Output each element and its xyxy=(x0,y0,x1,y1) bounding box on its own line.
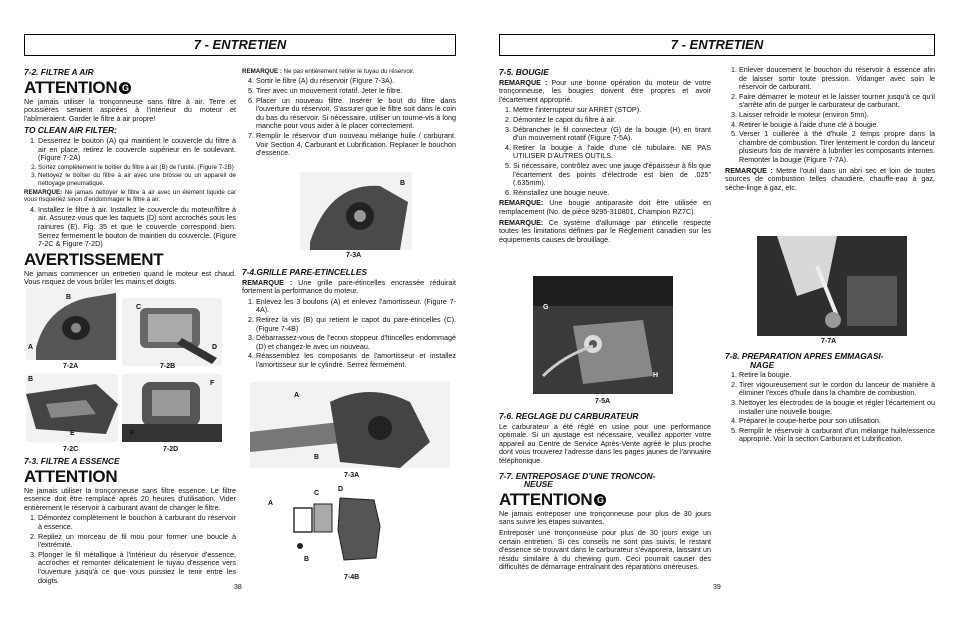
list-item: 1. Mettre l'interrupteur sur ARRET (STOP). xyxy=(513,106,711,115)
label-b: B xyxy=(314,454,320,461)
attention-text-1: Ne jamais utiliser la tronçonneuse sans filtre à air. Terre et poussières seraient aspirées à l'intérieur du moteur et l'abîmeraient. Garder le filtre à air propre! xyxy=(24,96,236,123)
page-number-left: 38 xyxy=(234,584,242,591)
left-col-2 xyxy=(242,68,456,160)
label-b: B xyxy=(66,294,72,301)
list-item: 2. Repliez un morceau de fil mou pour former une boucle à l'extrémité. xyxy=(38,533,236,550)
label-a: A xyxy=(268,500,274,507)
figure-7-2a xyxy=(26,288,118,360)
remarque-3: REMARQUE : Une grille pare-étincelles encrassée réduirait fortement la performance du moteur. xyxy=(242,277,456,296)
figure-7-5a xyxy=(533,276,673,394)
right-col-1 xyxy=(499,64,711,246)
list-item: 3. Débrancher le fil connecteur (G) de la bougie (H) en tirant d'un mouvement rotatif (Figure 7-5A). xyxy=(513,126,711,143)
list-item: 5. Remplir le réservoir à carburant d'un mélange huile/essence approprié. Voir la section Carburant et Lubrification. xyxy=(739,427,935,444)
figure-caption-7-2d: 7-2D xyxy=(163,446,179,453)
remarque-4: REMARQUE : Mettre l'outil dans un abri sec et loin de toutes sources de combustion telles chaudière, chauffe-eau à gaz, sèche-linge à gaz, etc. xyxy=(725,165,935,192)
section-7-6-title: 7-6. REGLAGE DU CARBURATEUR xyxy=(499,411,639,421)
figure-caption-7-2c: 7-2C xyxy=(63,446,79,453)
list-item: 1. Enlever doucement le bouchon du réservoir à essence afin de laisser sortir toute pression. Vidanger avec soin le réservoir de carburant. xyxy=(739,66,935,92)
list-item: 1. Retire la bougie. xyxy=(739,371,935,380)
avertissement-heading: AVERTISSEMENT xyxy=(24,249,164,269)
remarque-3: REMARQUE: Ce système d'allumage par étincelle respecte toutes les limitations définies par le Règlement canadien sur les équipements causes de brouillage. xyxy=(499,217,711,244)
storage-steps xyxy=(725,66,935,165)
clean-steps xyxy=(24,137,236,187)
figure-caption-7-7a: 7-7A xyxy=(821,338,837,345)
figure-caption-7-2a: 7-2A xyxy=(63,363,79,370)
spark-arrestor-steps xyxy=(242,298,456,370)
list-item: 3. Débarrassez-vous de l'ecrxn stoppeur d'ltincelles endommagé (D) et changez-le avec un nouveau. xyxy=(256,334,456,351)
g-circle-icon: G xyxy=(594,494,606,506)
list-item: 2. Démontez le capot du filtre à air. xyxy=(513,116,711,125)
list-item: 4. Installez le filtre à air. Installez le couvercle du moteur/filtre à air. Assurez-vous que les taquets (D) sont accrochés sous les rainures (E). Fig. 35 et que le couvercle correspond bien. Serrez fermement le bouton de maintien du couvercle. (Figure 7-2C & Figure 7-2D) xyxy=(38,206,236,249)
list-item: 3. Nettoyez le boîtier du filtre à air avec une brosse ou un appareil de nettoyage pneumatique. xyxy=(38,172,236,187)
page-number-right: 39 xyxy=(713,584,721,591)
figure-caption-7-2b: 7-2B xyxy=(160,363,176,370)
figure-7-4b xyxy=(264,486,394,574)
section-7-8-title-2: NAGE xyxy=(750,359,775,370)
clean-air-filter-title: TO CLEAN AIR FILTER: xyxy=(24,125,117,136)
label-c: C xyxy=(136,304,142,311)
section-7-3-title: 7-3. FILTRE A ESSENCE xyxy=(24,456,120,466)
list-item: 3. Laisser refroidir le moteur (environ 5mn). xyxy=(739,111,935,120)
storage-text-2: Entreposer une tronçonneuse pour plus de 30 jours exige un certain entretien. Si ces conseils ne sont pas suivis, le restant d'essence se trouvant dans le carburateur s'évaporera, laissant un résidu similaire à du chewing gum. Ceci pourrait causer des difficultés de démarrage entraînant des réparations onéreuses. xyxy=(499,527,711,572)
label-g: G xyxy=(543,304,549,311)
section-7-7-title-2: NEUSE xyxy=(524,479,553,490)
section-7-4-title: 7-4.GRILLE PARE-ETINCELLES xyxy=(242,267,368,277)
remarque-1: REMARQUE : Pour une bonne opération du moteur de votre tronçonneuse, les bougies doivent être propres et avoir l'écartement approprié. xyxy=(499,77,711,104)
figure-7-2c xyxy=(26,374,118,442)
right-col-1-bottom xyxy=(499,408,711,574)
attention-text-2: Ne jamais utiliser la tronçonneuse sans filtre essence. Le filtre essence doit être remplacé après 20 heures d'utilisation. Vider entièrement le réservoir à carburant avant de changer le filtre. xyxy=(24,485,236,512)
list-item: 4. Sortir le filtre (A) du réservoir (Figure 7-3A). xyxy=(256,77,456,86)
remarque-1: REMARQUE: Ne jamais nettoyer le filtre à air avec un élément liquide car vous risqueriez sinon d'endommager le filtre à air. xyxy=(24,188,236,204)
list-item: 5. Verser 1 cuillerée à thé d'huile 2 temps propre dans la chambre de combustion. Tirer lentement le cordon du lanceur plusieurs fois de manière à lubrifier les composants internes. Remonter la bougie (Figure 7-7A). xyxy=(739,130,935,164)
storage-text-1: Ne jamais entreposer une tronçonneuse pour plus de 30 jours sans suivre les étapes suivantes. xyxy=(499,508,711,527)
list-item: 2. Tirer vigoureusement sur le cordon du lanceur de manière à éliminer l'excés d'huile dans la chambre de combustion. xyxy=(739,381,935,398)
figure-7-2d xyxy=(122,374,222,442)
figure-7-3a-mid xyxy=(250,382,450,468)
label-h: H xyxy=(653,372,659,379)
list-item: 2. Faire démarrer le moteur et le laisser tourner jusqu'à ce qu'il s'arrête afin de purger le carburateur de carburant. xyxy=(739,93,935,110)
left-col-1-bottom xyxy=(24,453,236,587)
list-item: 2. Sortez complètement le boîtier du filtre à air (B) de l'unité. (Figure 7-2B) xyxy=(38,164,236,171)
section-7-5-title: 7-5. BOUGIE xyxy=(499,67,549,77)
left-col-2-mid xyxy=(242,264,456,372)
attention-heading-2: ATTENTION xyxy=(24,466,118,486)
attention-heading: ATTENTION G xyxy=(499,491,711,508)
fuel-filter-steps-b xyxy=(242,77,456,157)
list-item: 5. Si nécessaire, contrôlez avec une jauge d'épaisseur à fils que l'écartement des points d'électrode est bien de .025" (.635mm). xyxy=(513,162,711,188)
label-b: B xyxy=(28,376,34,383)
label-b: B xyxy=(304,556,310,563)
carburetor-text: Le carburateur a été réglé en usine pour une performance optimale. Si un ajustage est nécessaire, veuillez apporter votre appareil au Centre de Service Après-Vente agréé le plus proche dont vous trouverez l'adresse dans les pages jaunes de l'annuaire téléphonique. xyxy=(499,421,711,465)
label-d: D xyxy=(338,486,344,493)
right-header: 7 - ENTRETIEN xyxy=(499,34,935,56)
label-f: F xyxy=(130,430,135,437)
right-col-2-bottom xyxy=(725,348,935,446)
list-item: 4. Retirer le bougie à l'aide d'une clé à bougie. xyxy=(739,121,935,130)
fuel-filter-steps xyxy=(24,514,236,585)
section-7-7-title: 7-7. ENTREPOSAGE D'UNE TRONCON- xyxy=(499,470,656,481)
list-item: 6. Réinstallez une bougie neuve. xyxy=(513,189,711,198)
spark-plug-steps xyxy=(499,106,711,197)
label-b: B xyxy=(400,180,406,187)
avertissement-text: Ne jamais commencer un entretien quand le moteur est chaud. Vous risquez de vous brûler les mains et doigts. xyxy=(24,268,236,287)
figure-7-3a-top xyxy=(300,172,412,250)
left-col-1 xyxy=(24,64,236,289)
list-item: 6. Placer un nouveau filtre. Insérer le bout du filtre dans l'ouverture du réservoir. S'assurer que le filtre soit dans le coin du bas du réservoir. Si nécessaire, utiliser un tourne-vis à long manche pour vous aider à le placer correctement. xyxy=(256,97,456,131)
remarque-2: REMARQUE : Ne pas entièrement retirer le tuyau du réservoir. xyxy=(242,68,415,75)
label-a: A xyxy=(28,344,34,351)
figure-caption-7-3a-mid: 7-3A xyxy=(344,472,360,479)
list-item: 3. Plonger le fil métallique à l'intérieur du réservoir d'essence, accrocher et remonter délicatement le tuyau d'essence vers l'ouverture jusqu'à ce que vous puissiez le tenir entre les doigts. xyxy=(38,551,236,585)
list-item: 1. Démontez complètement le bouchon à carburant du réservoir à essence. xyxy=(38,514,236,531)
section-7-2-title: 7-2. FILTRE A AIR xyxy=(24,67,94,77)
list-item: 4. Réassemblez les composants de l'amortisseur et installez l'amortisseur sur le cylindre. Serrez fermement. xyxy=(256,352,456,369)
figure-caption-7-5a: 7-5A xyxy=(595,398,611,405)
figure-caption-7-4b: 7-4B xyxy=(344,574,360,581)
label-a: A xyxy=(294,392,300,399)
figure-7-2b xyxy=(122,298,222,366)
right-page xyxy=(477,0,954,618)
label-d: D xyxy=(212,344,218,351)
list-item: 7. Remplir le réservoir d'un nouveau mélange huile / carburant. Voir Section 4, Carburant et Lubrification. Replacer le bouchon d'essence. xyxy=(256,132,456,158)
label-c: C xyxy=(314,490,320,497)
remarque-2: REMARQUE: Une bougie antiparasite doit être utilisée en remplacement (No. de pièce 9295-310801, Champion RZ7C). xyxy=(499,198,711,216)
list-item: 4. Préparer le coupe-herbe pour son utilisation. xyxy=(739,417,935,426)
clean-step-4 xyxy=(24,206,236,249)
list-item: 3. Nettoyer les électrodes de la bougie et régler l'écartement ou installer une nouvelle bougie. xyxy=(739,399,935,416)
attention-heading-1: ATTENTION G xyxy=(24,79,236,96)
figure-caption-7-3a-top: 7-3A xyxy=(346,252,362,259)
g-circle-icon: G xyxy=(119,82,131,94)
list-item: 2. Retirez la vis (B) qui retient le capot du pare-étincelles (C). (Figure 7-4B) xyxy=(256,316,456,333)
list-item: 1. Desserrez le bouton (A) qui maintient le couvercle du filtre à air en place, retirez le couvercle supérieur en le soulevant. (Figure 7-2A) xyxy=(38,137,236,163)
section-7-8-title: 7-8. PREPARATION APRES EMMAGASI- xyxy=(725,351,884,361)
label-f: F xyxy=(210,380,215,387)
list-item: 5. Tirer avec un mouvement rotatif. Jeter le filtre. xyxy=(256,87,456,96)
left-header: 7 - ENTRETIEN xyxy=(24,34,456,56)
figure-7-7a xyxy=(757,236,907,336)
right-col-2 xyxy=(725,66,935,194)
prep-steps xyxy=(725,371,935,444)
list-item: 1. Enlevez les 3 boulons (A) et enlevez l'amortisseur. (Figure 7-4A). xyxy=(256,298,456,315)
label-e: E xyxy=(70,430,75,437)
list-item: 4. Retirer la bougie à l'aide d'une clé tubulaire. NE PAS UTILISER D'AUTRES OUTILS. xyxy=(513,144,711,161)
